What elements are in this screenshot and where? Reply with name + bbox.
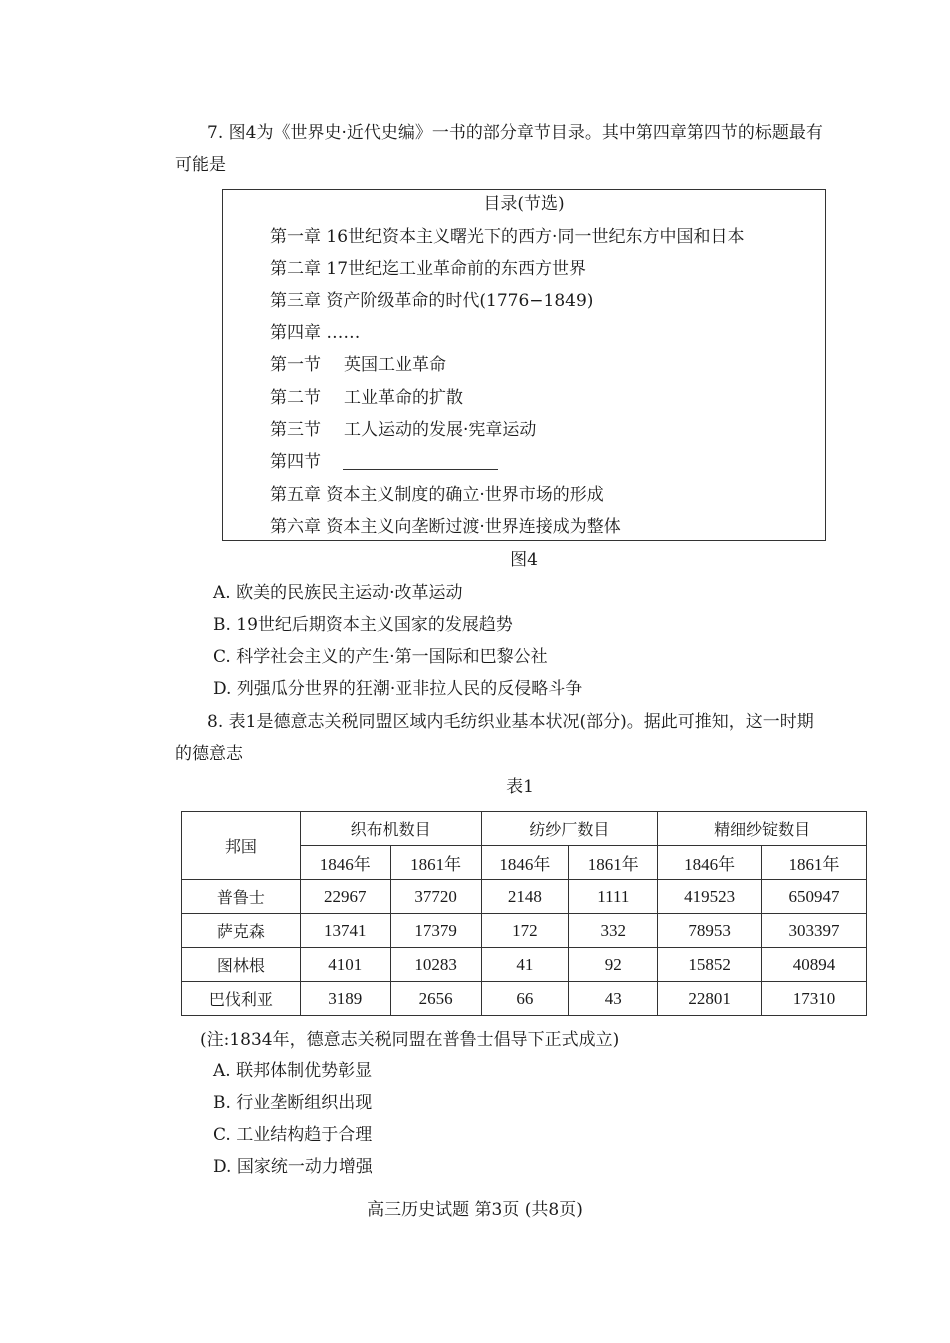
toc-box <box>222 189 826 541</box>
cell: 41 <box>481 948 569 982</box>
table-row <box>182 914 867 948</box>
header-year: 1846年 <box>481 846 569 880</box>
cell: 4101 <box>300 948 390 982</box>
cell: 13741 <box>300 914 390 948</box>
toc-section-1-title: 英国工业革命 <box>344 355 446 375</box>
cell: 17379 <box>390 914 481 948</box>
q8-option-b: B. 行业垄断组织出现 <box>213 1093 373 1113</box>
row-name: 萨克森 <box>182 914 301 948</box>
table-note: (注:1834年，德意志关税同盟在普鲁士倡导下正式成立) <box>200 1030 620 1050</box>
q8-option-d: D. 国家统一动力增强 <box>213 1157 373 1177</box>
toc-chapter-1: 第一章 16世纪资本主义曙光下的西方·同一世纪东方中国和日本 <box>270 227 745 247</box>
q7-stem-line2: 可能是 <box>175 155 226 175</box>
cell: 43 <box>569 982 658 1016</box>
cell: 22967 <box>300 880 390 914</box>
toc-chapter-6: 第六章 资本主义向垄断过渡·世界连接成为整体 <box>270 517 621 537</box>
table-header-row <box>182 812 867 846</box>
toc-section-3-title: 工人运动的发展·宪章运动 <box>344 420 537 440</box>
q7-option-a: A. 欧美的民族民主运动·改革运动 <box>213 583 463 603</box>
table-row <box>182 982 867 1016</box>
cell: 78953 <box>658 914 762 948</box>
data-table <box>181 811 867 1016</box>
cell: 3189 <box>300 982 390 1016</box>
q7-stem-line1: 7. 图4为《世界史·近代史编》一书的部分章节目录。其中第四章第四节的标题最有 <box>207 123 823 143</box>
table-row <box>182 948 867 982</box>
header-year: 1846年 <box>658 846 762 880</box>
q7-option-d: D. 列强瓜分世界的狂潮·亚非拉人民的反侵略斗争 <box>213 679 583 699</box>
header-year: 1861年 <box>390 846 481 880</box>
cell: 332 <box>569 914 658 948</box>
cell: 172 <box>481 914 569 948</box>
cell: 92 <box>569 948 658 982</box>
toc-chapter-3: 第三章 资产阶级革命的时代(1776−1849) <box>270 291 594 311</box>
q8-option-c: C. 工业结构趋于合理 <box>213 1125 373 1145</box>
header-year: 1861年 <box>762 846 867 880</box>
header-group: 织布机数目 <box>300 812 481 846</box>
table-caption: 表1 <box>506 777 534 797</box>
toc-section-3-num: 第三节 <box>270 420 321 440</box>
toc-chapter-4: 第四章 …… <box>270 323 361 343</box>
cell: 650947 <box>762 880 867 914</box>
toc-title: 目录(节选) <box>483 194 565 214</box>
toc-chapter-2: 第二章 17世纪迄工业革命前的东西方世界 <box>270 259 587 279</box>
page-footer: 高三历史试题 第3页 (共8页) <box>367 1200 583 1220</box>
toc-chapter-5: 第五章 资本主义制度的确立·世界市场的形成 <box>270 485 604 505</box>
cell: 2148 <box>481 880 569 914</box>
cell: 10283 <box>390 948 481 982</box>
header-group: 精细纱锭数目 <box>658 812 867 846</box>
q8-stem-line2: 的德意志 <box>175 744 243 764</box>
cell: 15852 <box>658 948 762 982</box>
q8-stem-line1: 8. 表1是德意志关税同盟区域内毛纺织业基本状况(部分)。据此可推知，这一时期 <box>207 712 814 732</box>
cell: 40894 <box>762 948 867 982</box>
row-name: 普鲁士 <box>182 880 301 914</box>
cell: 1111 <box>569 880 658 914</box>
header-year: 1861年 <box>569 846 658 880</box>
header-corner: 邦国 <box>182 812 301 880</box>
cell: 37720 <box>390 880 481 914</box>
toc-section-4-num: 第四节 <box>270 452 321 472</box>
toc-section-2-num: 第二节 <box>270 388 321 408</box>
header-year: 1846年 <box>300 846 390 880</box>
cell: 17310 <box>762 982 867 1016</box>
q7-option-b: B. 19世纪后期资本主义国家的发展趋势 <box>213 615 513 635</box>
cell: 419523 <box>658 880 762 914</box>
cell: 2656 <box>390 982 481 1016</box>
table-row <box>182 880 867 914</box>
header-group: 纺纱厂数目 <box>481 812 658 846</box>
cell: 303397 <box>762 914 867 948</box>
toc-section-1-num: 第一节 <box>270 355 321 375</box>
cell: 66 <box>481 982 569 1016</box>
q7-option-c: C. 科学社会主义的产生·第一国际和巴黎公社 <box>213 647 548 667</box>
toc-section-2-title: 工业革命的扩散 <box>344 388 463 408</box>
toc-section-4-blank <box>343 469 498 470</box>
q8-option-a: A. 联邦体制优势彰显 <box>213 1061 373 1081</box>
figure-caption: 图4 <box>510 550 538 570</box>
row-name: 巴伐利亚 <box>182 982 301 1016</box>
cell: 22801 <box>658 982 762 1016</box>
row-name: 图林根 <box>182 948 301 982</box>
